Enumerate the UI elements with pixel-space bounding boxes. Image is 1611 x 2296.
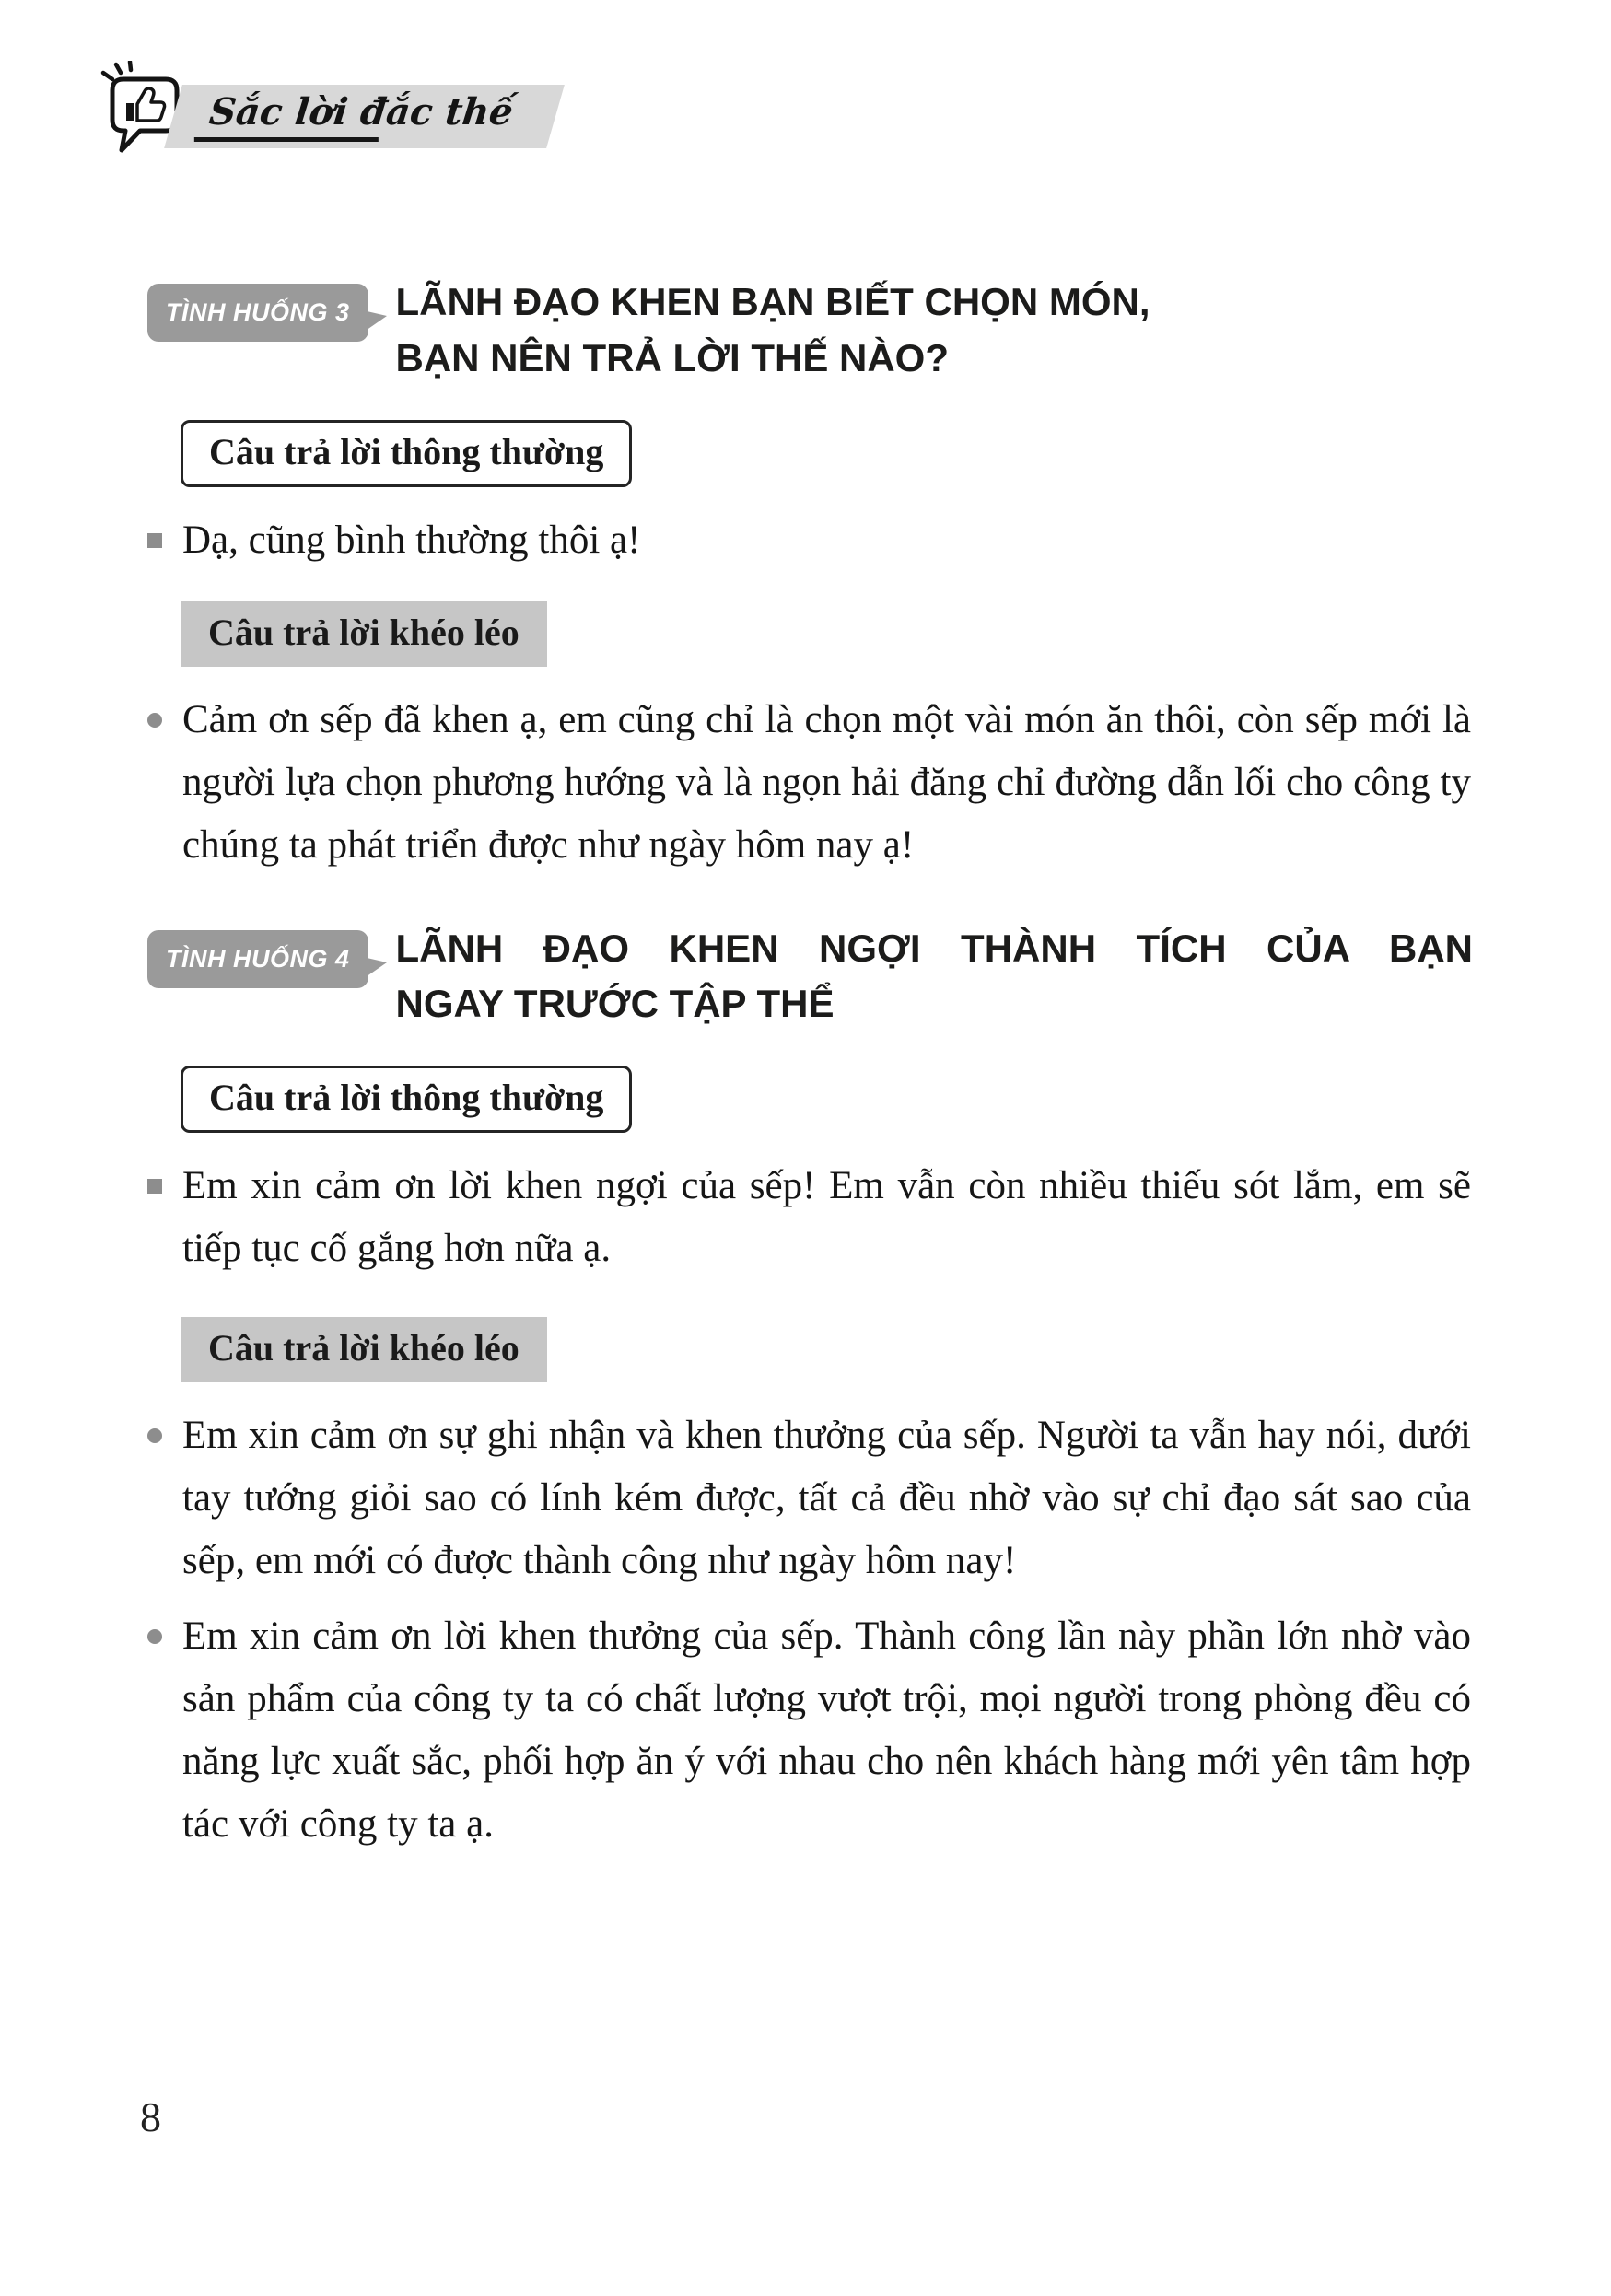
situation-4-badge: TÌNH HUỐNG 4 xyxy=(147,930,368,988)
answer-text: Cảm ơn sếp đã khen ạ, em cũng chỉ là chọn một vài món ăn thôi, còn sếp mới là người lựa chọn phương hướng và là ngọn hải đăng chỉ đường dẫn lối cho công ty chúng ta phát triển được như ngày hôm nay ạ! xyxy=(182,697,1471,867)
bullet-square-icon xyxy=(147,533,162,548)
brand-logo xyxy=(92,61,555,157)
situation-3-header xyxy=(147,274,1473,387)
brand-banner xyxy=(164,85,565,148)
answer-text: Em xin cảm ơn lời khen thưởng của sếp. Thành công lần này phần lớn nhờ vào sản phẩm của công ty ta có chất lượng vượt trội, mọi người trong phòng đều có năng lực xuất sắc, phối hợp ăn ý với nhau cho nên khách hàng mới yên tâm hợp tác với công ty ta ạ. xyxy=(182,1614,1471,1846)
bullet-round-icon xyxy=(147,1629,162,1644)
answer-text: Dạ, cũng bình thường thôi ạ! xyxy=(182,518,641,562)
heading-line: LÃNH ĐẠO KHEN BẠN BIẾT CHỌN MÓN, xyxy=(395,280,1150,323)
answer-item xyxy=(147,689,1471,877)
situation-3-badge: TÌNH HUỐNG 3 xyxy=(147,284,368,342)
bullet-square-icon xyxy=(147,1179,162,1194)
answer-text: Em xin cảm ơn lời khen ngợi của sếp! Em vẫn còn nhiều thiếu sót lắm, em sẽ tiếp tục cố gắng hơn nữa ạ. xyxy=(182,1164,1471,1271)
normal-answer-label: Câu trả lời thông thường xyxy=(181,1066,632,1133)
answer-text: Em xin cảm ơn sự ghi nhận và khen thưởng của sếp. Người ta vẫn hay nói, dưới tay tướng giỏi sao có lính kém được, tất cả đều nhờ vào sự chỉ đạo sát sao của sếp, em mới có được thành công như ngày hôm nay! xyxy=(182,1414,1471,1583)
answer-item xyxy=(147,1605,1471,1856)
bullet-round-icon xyxy=(147,1428,162,1443)
page-number: 8 xyxy=(140,2093,161,2140)
situation-4-header xyxy=(147,921,1473,1033)
clever-answer-label: Câu trả lời khéo léo xyxy=(181,601,547,667)
situation-4-heading xyxy=(396,921,1473,1033)
bullet-round-icon xyxy=(147,713,162,728)
heading-line: LÃNH ĐẠO KHEN NGỢI THÀNH TÍCH CỦA BẠN xyxy=(395,926,1473,970)
heading-line: BẠN NÊN TRẢ LỜI THẾ NÀO? xyxy=(395,335,949,379)
answer-item xyxy=(147,1404,1471,1592)
answer-item xyxy=(147,1155,1471,1280)
brand-tagline: Sắc lời đắc thế xyxy=(206,90,516,134)
situation-3-heading xyxy=(396,274,1473,387)
heading-line: NGAY TRƯỚC TẬP THỂ xyxy=(395,982,835,1026)
answer-item xyxy=(147,509,1471,572)
normal-answer-label: Câu trả lời thông thường xyxy=(181,420,632,487)
clever-answer-label: Câu trả lời khéo léo xyxy=(181,1317,547,1382)
